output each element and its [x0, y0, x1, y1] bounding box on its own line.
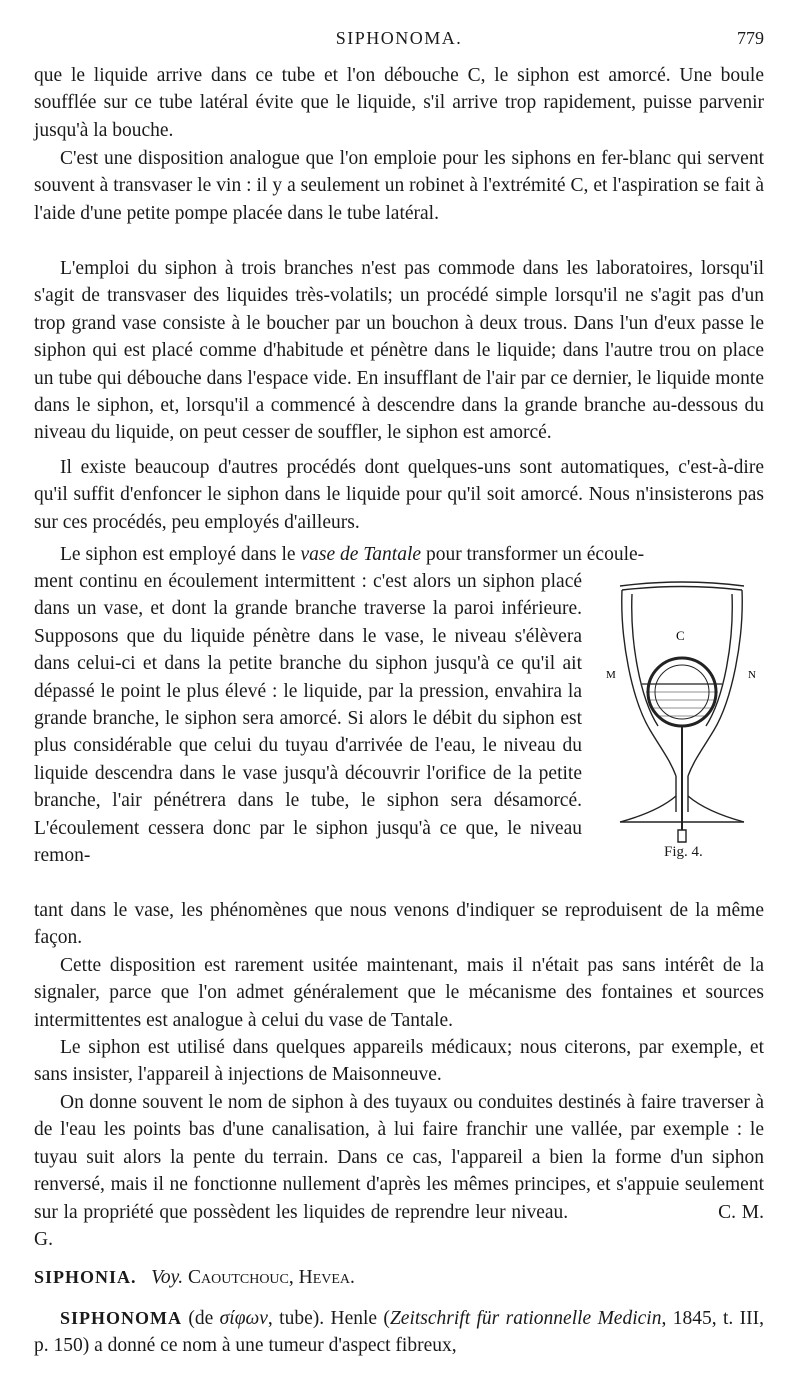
- paragraph-siphon-primed: que le liquide arrive dans ce tube et l'on débouche C, le siphon est amorcé. Une boule soufflée sur ce tube latéral évite que le liquide, s'il arrive trop rapidement, puisse parvenir jusqu'à la bouche.: [34, 65, 764, 141]
- paragraph-rarely-used: Cette disposition est rarement usitée maintenant, mais il n'était pas sans intérêt de la signaler, parce que l'on admet généralement que le mécanisme des fontaines et sources intermittentes est analogue à celui du vase de Tantale.: [34, 955, 764, 1031]
- headword-siphonoma: SIPHONOMA: [60, 1308, 183, 1328]
- entry-siphonia: [34, 1264, 764, 1291]
- figure-vase-de-tantale: [602, 580, 764, 870]
- paragraph-tantale-wrapped: ment continu en écoulement intermittent : c'est alors un siphon placé dans un vase, et dont la grande branche traverse la paroi inférieure. Supposons que du liquide pénètre dans le vase, le niveau s'élèvera dans celui-ci et dans la petite branche du siphon jusqu'à ce qu'il ait dépassé le point le plus élevé : le liquide, par la pression, envahira la grande branche, le siphon sera amorcé. Si alors le débit du siphon est plus considérable que celui du tuyau d'arrivée de l'eau, le niveau du liquide descendra dans le vase jusqu'à découvrir l'orifice de la petite branche, l'air pénétrera dans le tube, le siphon sera désamorcé. L'écoulement cessera donc par le siphon jusqu'à ce que, le niveau remon-: [34, 571, 582, 867]
- tantalus-vase-illustration: [602, 580, 764, 870]
- paragraph-inverted-siphon: On donne souvent le nom de siphon à des tuyaux ou conduites destinés à faire traverser à de l'eau les points bas d'une canalisation, à lui faire franchir une vallée, par exemple : le tuyau suit alors la pente du terrain. Dans ce cas, l'appareil a bien la forme d'un siphon renversé, mais il ne fonctionne nullement d'après les mêmes principes, et s'appuie seulement sur la propriété que possèdent les liquides de reprendre leur niveau. C. M. G.: [34, 1092, 764, 1251]
- cross-references: Caoutchouc, Hevea.: [187, 1267, 355, 1288]
- paragraph-automatic-procedures: Il existe beaucoup d'autres procédés dont quelques-uns sont automatiques, c'est-à-dire qu'il suffit d'enfoncer le siphon dans le liquide pour qu'il soit amorcé. Nous n'insisterons pas sur ces procédés, peu employés d'ailleurs.: [34, 457, 764, 533]
- page-number: 779: [737, 28, 764, 48]
- entry-siphonoma: SIPHONOMA (de σίφων, tube). Henle (Zeitschrift für rationnelle Medicin, 1845, t. III, p. 150) a donné ce nom à une tumeur d'aspect fibreux,: [34, 1308, 765, 1357]
- signature: C. M. G.: [34, 1201, 764, 1251]
- paragraph-tantale-first-line: Le siphon est employé dans le vase de Tantale pour transformer un écoule-: [60, 544, 645, 565]
- tantale-vase-term: vase de Tantale: [300, 544, 422, 565]
- figure-label-c: C: [676, 628, 685, 643]
- paragraph-tin-siphons: C'est une disposition analogue que l'on emploie pour les siphons en fer-blanc qui servent souvent à transvaser le vin : il y a seulement un robinet à l'extrémité C, et l'aspiration se fait à l'aide d'une petite pompe placée dans le tube latéral.: [34, 148, 764, 224]
- greek-etymology: σίφων: [219, 1308, 268, 1329]
- headword-siphonia: SIPHONIA.: [34, 1267, 137, 1287]
- page-header: [34, 28, 764, 54]
- paragraph-tantale-continued: tant dans le vase, les phénomènes que nous venons d'indiquer se reproduisent de la même façon.: [34, 900, 764, 949]
- running-head: SIPHONOMA.: [335, 28, 463, 48]
- figure-label-m: M: [606, 669, 616, 681]
- figure-caption: Fig. 4.: [664, 844, 703, 860]
- figure-label-n: N: [748, 669, 756, 681]
- paragraph-three-branch-siphon: L'emploi du siphon à trois branches n'est pas commode dans les laboratoires, lorsqu'il s'agit de transvaser des liquides très-volatils; un procédé simple lorsqu'il ne s'agit pas d'un trop grand vase consiste à le boucher par un bouchon à deux trous. Dans l'un d'eux passe le siphon qui est placé comme d'habitude et pénètre dans le liquide; dans l'autre trou on place un tube qui débouche dans l'espace vide. En insufflant de l'air par ce dernier, le liquide monte dans le siphon, et, lorsqu'il a commencé à descendre dans la grande branche au-dessous du niveau du liquide, on peut cesser de souffler, le siphon est amorcé.: [34, 258, 764, 444]
- journal-title: Zeitschrift für rationnelle Medicin: [389, 1308, 662, 1329]
- voy-label: Voy.: [151, 1267, 184, 1288]
- paragraph-medical-devices: Le siphon est utilisé dans quelques appareils médicaux; nous citerons, par exemple, et sans insister, l'appareil à injections de Maisonneuve.: [34, 1037, 764, 1086]
